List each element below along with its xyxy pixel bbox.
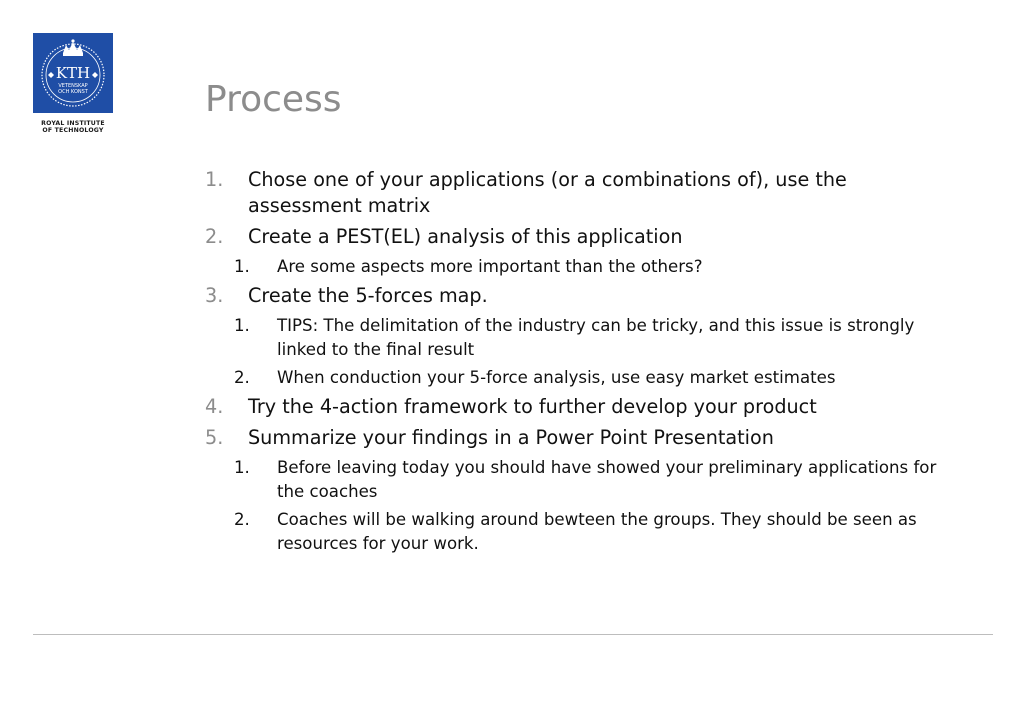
sub-list-item <box>205 255 965 279</box>
sub-list-item-number: 1. <box>234 458 250 477</box>
list-item <box>205 224 965 250</box>
list-item <box>205 394 965 420</box>
slide-title: Process <box>205 79 342 120</box>
sub-list-item-text: Coaches will be walking around bewteen the groups. They should be seen as resources for your work. <box>277 510 917 553</box>
list-item <box>205 283 965 309</box>
logo-caption <box>33 120 113 134</box>
sub-list-item <box>205 508 965 556</box>
sub-list-item <box>205 456 965 504</box>
sub-list-item-number: 1. <box>234 257 250 276</box>
list-item-number: 2. <box>205 225 224 248</box>
sub-list-item-number: 2. <box>234 510 250 529</box>
sub-list-item-number: 2. <box>234 368 250 387</box>
list-item <box>205 425 965 451</box>
list-item-number: 5. <box>205 426 224 449</box>
sub-list-item-number: 1. <box>234 316 250 335</box>
kth-motto-line1: VETENSKAP <box>58 83 88 89</box>
list-item <box>205 167 965 219</box>
logo-caption-line2: OF TECHNOLOGY <box>42 127 104 134</box>
list-item-number: 3. <box>205 284 224 307</box>
list-item-text: Create a PEST(EL) analysis of this application <box>248 225 683 248</box>
sub-list-item <box>205 314 965 362</box>
sub-list-item <box>205 366 965 390</box>
kth-crest-icon <box>33 33 113 113</box>
kth-logo <box>33 33 113 113</box>
list-item-text: Try the 4-action framework to further develop your product <box>248 395 817 418</box>
kth-motto-line2: OCH KONST <box>58 89 88 95</box>
list-item-text: Summarize your findings in a Power Point Presentation <box>248 426 774 449</box>
process-list <box>205 167 965 560</box>
sub-list-item-text: When conduction your 5-force analysis, use easy market estimates <box>277 368 836 387</box>
list-item-text: Chose one of your applications (or a combinations of), use the assessment matrix <box>248 168 847 217</box>
footer-divider <box>33 634 993 635</box>
list-item-number: 4. <box>205 395 224 418</box>
list-item-text: Create the 5-forces map. <box>248 284 488 307</box>
logo-caption-line1: ROYAL INSTITUTE <box>41 120 105 127</box>
sub-list-item-text: Are some aspects more important than the others? <box>277 257 703 276</box>
sub-list-item-text: TIPS: The delimitation of the industry can be tricky, and this issue is strongly linked to the final result <box>277 316 915 359</box>
sub-list-item-text: Before leaving today you should have showed your preliminary applications for the coaches <box>277 458 937 501</box>
kth-monogram: KTH <box>55 64 91 82</box>
list-item-number: 1. <box>205 168 224 191</box>
